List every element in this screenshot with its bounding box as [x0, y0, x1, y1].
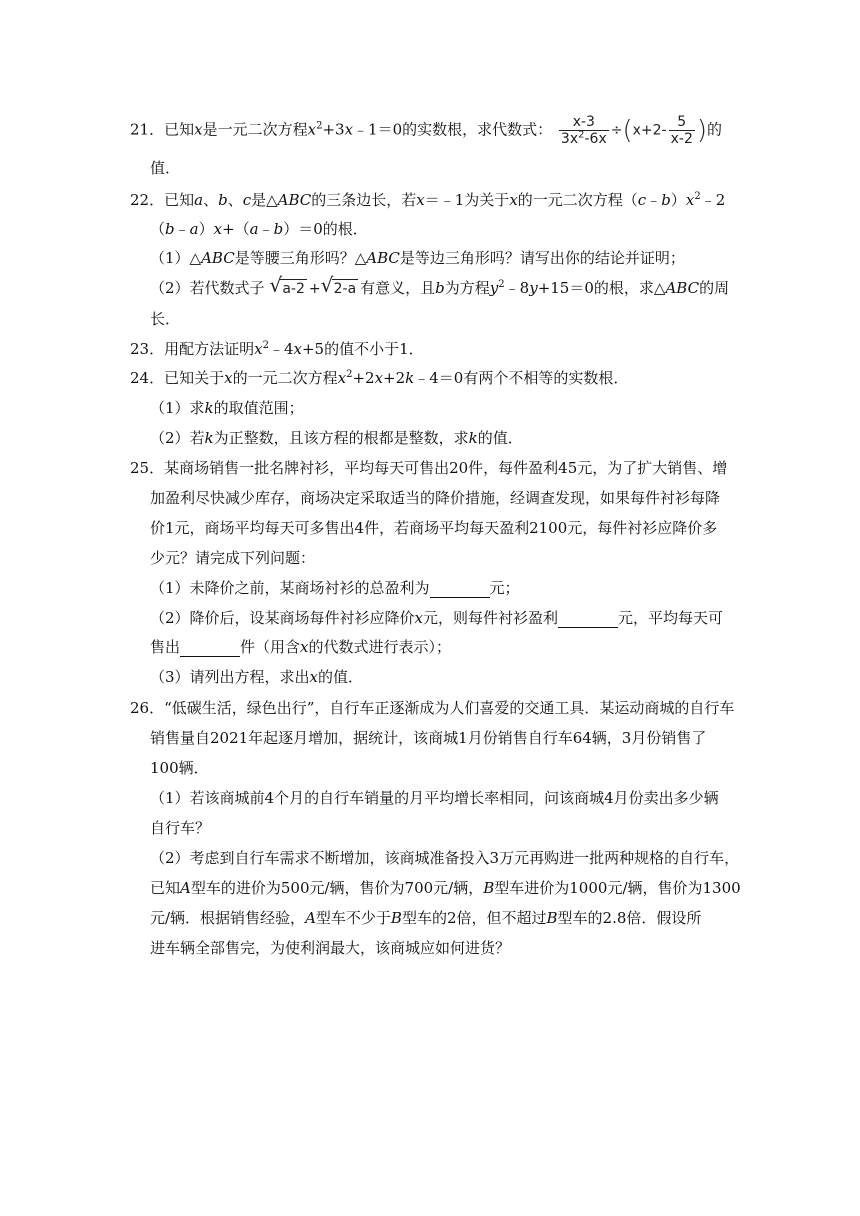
question-number: 23． — [130, 340, 165, 358]
question-number: 25． — [130, 459, 165, 477]
question-number: 21． — [130, 120, 165, 139]
question-24-part-2: （2）若k为正整数，且该方程的根都是整数，求k的值． — [150, 429, 523, 447]
formula-image: $\frac{x-3}{3x^2-6x}$ ÷(x+2- $\frac{5}{x-2}$ ) — [560, 114, 708, 147]
question-24-line-1: 24．已知关于x的一元二次方程$x^2+2x+2k﹣4=0$有两个不相等的实数根． — [130, 369, 629, 387]
question-26-part-2-line-2: 已知A型车的进价为500元/辆，售价为700元/辆，B型车进价为1000元/辆，售价为1300 — [150, 879, 741, 897]
fraction-2: $\frac{5}{x-2}$ — [670, 114, 693, 147]
question-26-line-2: 销售量自2021年起逐月增加，据统计，该商城1月份销售自行车64辆，3月份销售了 — [150, 729, 707, 747]
sqrt-formula-image: √ a-2 + √ 2-a — [269, 273, 357, 297]
question-25-line-1: 25．某商场销售一批名牌衬衫，平均每天可售出20件，每件盈利45元，为了扩大销售、增 — [130, 459, 728, 477]
question-23: 23．用配方法证明$x^2﹣4x+5$的值不小于1． — [130, 340, 424, 358]
question-22-line-1: 22．已知a、b、c是△ABC的三条边长，若x＝﹣1为关于x的一元二次方程$(c﹣b)x^2﹣2$ — [130, 191, 726, 209]
question-25-line-2: 加盈利尽快减少库存，商场决定采取适当的降价措施，经调查发现，如果每件衬衫每降 — [150, 489, 721, 507]
question-number: 26． — [130, 699, 165, 717]
question-25-part-3: （3）请列出方程，求出x的值． — [150, 668, 364, 686]
question-number: 24． — [130, 369, 165, 387]
question-25-part-1: （1）未降价之前，某商场衬衫的总盈利为 元； — [150, 579, 520, 597]
question-25-line-3: 价1元，商场平均每天可多售出4件，若商场平均每天盈利2100元，每件衬衫应降价多 — [150, 519, 718, 537]
question-26-line-1: 26．“低碳生活，绿色出行”，自行车正逐渐成为人们喜爱的交通工具．某运动商城的自行车 — [130, 699, 735, 717]
fraction-1: $\frac{x-3}{3x^2-6x}$ — [560, 114, 607, 147]
answer-blank[interactable] — [430, 581, 490, 598]
question-25-part-2-line-2: 售出 件（用含x的代数式进行表示）； — [150, 638, 452, 656]
question-26-part-1: （1）若该商城前4个月的自行车销量的月平均增长率相同，问该商城4月份卖出多少辆 — [150, 789, 719, 807]
question-25-part-2: （2）降价后，设某商场每件衬衫应降价x元，则每件衬衫盈利 元，平均每天可 — [150, 609, 724, 627]
question-26-part-2-line-4: 进车辆全部售完，为使利润最大，该商城应如何进货？ — [150, 939, 511, 957]
answer-blank[interactable] — [558, 611, 618, 628]
question-26-part-1-line-2: 自行车？ — [150, 819, 211, 837]
question-22-line-2: （b﹣a）x+（a﹣b）＝0的根． — [150, 220, 368, 238]
question-24-part-1: （1）求k的取值范围； — [150, 399, 304, 417]
question-26-part-2-line-3: 元/辆．根据销售经验，A型车不少于B型车的2倍，但不超过B型车的2.8倍．假设所 — [150, 909, 702, 927]
question-22-part-2-line-2: 长． — [150, 310, 181, 328]
question-22-part-2: （2）若代数式子 √ a-2 + √ 2-a 有意义，且b为方程$y^2﹣8y+15=0$的根，求△ABC的周 — [150, 273, 730, 297]
answer-blank[interactable] — [180, 640, 240, 657]
question-21-line-2: 值． — [150, 159, 181, 177]
question-number: 22． — [130, 191, 165, 209]
question-21-line-1: 21．已知x是一元二次方程$x^2+3x﹣1=0$的实数根，求代数式： $\frac{x-3}{3x^2-6x}$ ÷(x+2- $\frac{5}{x-2}$ )的 — [130, 114, 723, 147]
question-22-part-1: （1）△ABC是等腰三角形吗？△ABC是等边三角形吗？请写出你的结论并证明； — [150, 249, 685, 267]
question-26-part-2: （2）考虑到自行车需求不断增加，该商城准备投入3万元再购进一批两种规格的自行车， — [150, 849, 740, 867]
question-25-line-4: 少元？请完成下列问题： — [150, 549, 316, 567]
question-26-line-3: 100辆． — [150, 759, 209, 777]
